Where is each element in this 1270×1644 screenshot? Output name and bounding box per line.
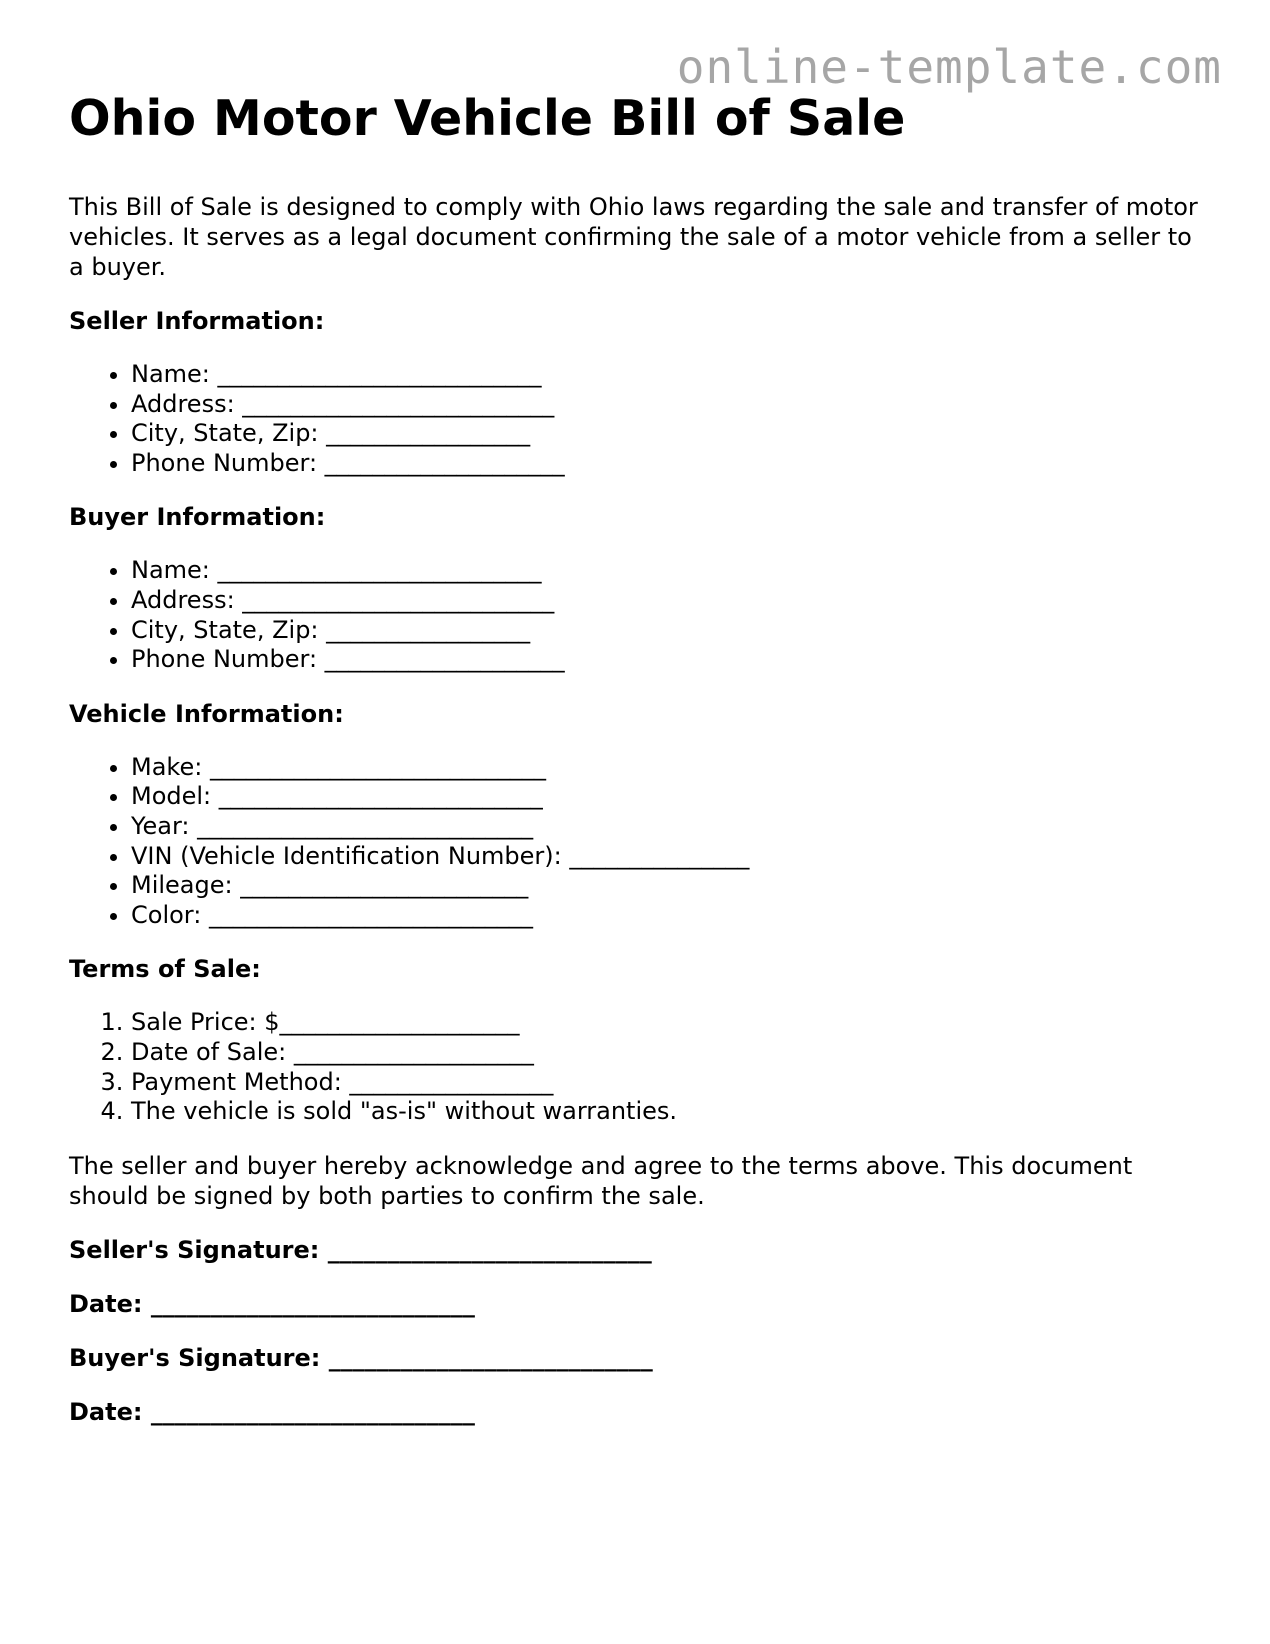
seller-name-field[interactable]: • Name: ___________________________	[131, 360, 1209, 390]
seller-phone-field[interactable]: • Phone Number: ____________________	[131, 449, 1209, 479]
vehicle-model-field[interactable]: • Model: ___________________________	[131, 782, 1209, 812]
sale-price-field[interactable]: 1. Sale Price: $____________________	[131, 1008, 1209, 1038]
vehicle-mileage-field[interactable]: • Mileage: ________________________	[131, 871, 1209, 901]
buyer-signature-field[interactable]: Buyer's Signature: ___________________________	[69, 1343, 653, 1372]
vehicle-list	[69, 753, 1209, 931]
vehicle-make-field[interactable]: • Make: ____________________________	[131, 753, 1209, 783]
seller-address-field[interactable]: • Address: __________________________	[131, 390, 1209, 420]
seller-date-field[interactable]: Date: ___________________________	[69, 1289, 475, 1318]
closing-paragraph: The seller and buyer hereby acknowledge and agree to the terms above. This document should be signed by both parties to confirm the sale.	[69, 1151, 1133, 1210]
buyer-date-field[interactable]: Date: ___________________________	[69, 1397, 475, 1426]
seller-city-state-zip-field[interactable]: • City, State, Zip: _________________	[131, 419, 1209, 449]
buyer-name-field[interactable]: • Name: ___________________________	[131, 556, 1209, 586]
terms-list	[69, 1008, 1209, 1126]
document-page	[69, 86, 1209, 1427]
payment-method-field[interactable]: 3. Payment Method: _________________	[131, 1068, 1209, 1098]
vehicle-year-field[interactable]: • Year: ____________________________	[131, 812, 1209, 842]
vehicle-color-field[interactable]: • Color: ___________________________	[131, 901, 1209, 931]
vehicle-vin-field[interactable]: • VIN (Vehicle Identification Number): _______________	[131, 842, 1209, 872]
vehicle-heading: Vehicle Information:	[69, 699, 344, 728]
buyer-heading: Buyer Information:	[69, 503, 326, 532]
buyer-list	[69, 556, 1209, 674]
sale-date-field[interactable]: 2. Date of Sale: ____________________	[131, 1038, 1209, 1068]
intro-paragraph: This Bill of Sale is designed to comply with Ohio laws regarding the sale and transfer of motor vehicles. It serves as a legal document confirming the sale of a motor vehicle from a seller to a buyer.	[69, 193, 1198, 281]
page-title: Ohio Motor Vehicle Bill of Sale	[69, 90, 906, 147]
buyer-phone-field[interactable]: • Phone Number: ____________________	[131, 645, 1209, 675]
terms-heading: Terms of Sale:	[69, 955, 261, 984]
buyer-address-field[interactable]: • Address: __________________________	[131, 586, 1209, 616]
seller-list	[69, 360, 1209, 478]
as-is-clause: 4. The vehicle is sold "as-is" without warranties.	[131, 1097, 1209, 1127]
buyer-city-state-zip-field[interactable]: • City, State, Zip: _________________	[131, 616, 1209, 646]
seller-signature-field[interactable]: Seller's Signature: ___________________________	[69, 1235, 652, 1264]
seller-heading: Seller Information:	[69, 307, 325, 335]
watermark: online-template.com	[676, 40, 1222, 94]
